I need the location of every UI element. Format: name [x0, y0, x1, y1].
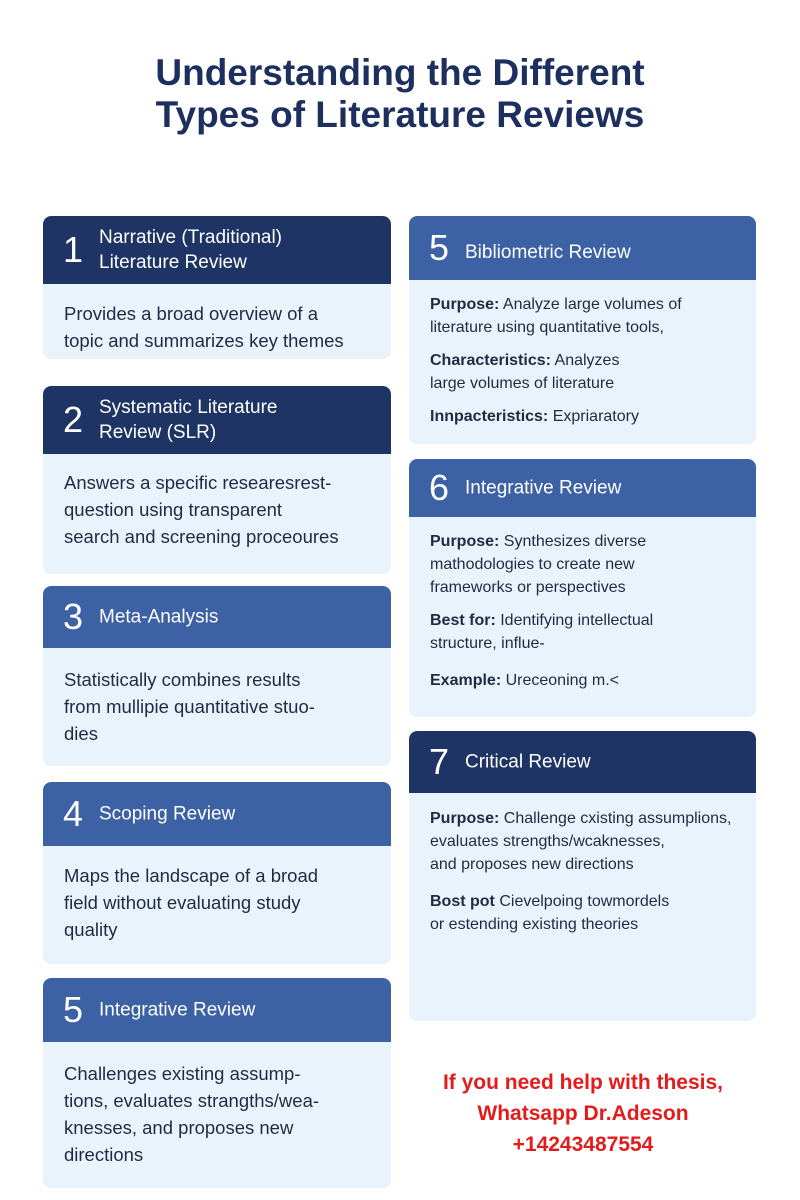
detail-line: [430, 349, 742, 372]
promo-line-2: Whatsapp Dr.Adeson: [477, 1102, 689, 1125]
detail-line: evaluates strengths/wcaknesses,: [430, 833, 665, 850]
card-description: [64, 1060, 377, 1168]
detail-purpose: [430, 293, 742, 339]
description-line: Answers a specific researesrest-: [64, 472, 332, 493]
card-title-line: Literature Review: [99, 252, 247, 273]
card-integrative-review-right: [409, 459, 756, 717]
card-number: 5: [63, 989, 84, 1030]
detail-text: Expriaratory: [552, 408, 639, 425]
detail-purpose: [430, 807, 750, 876]
description-line: directions: [64, 1144, 144, 1165]
card-title-line: Meta-Analysis: [99, 606, 219, 628]
description-line: Maps the landscape of a broad: [64, 865, 319, 886]
detail-text: Analyze large volumes of: [502, 296, 682, 313]
detail-example: [430, 669, 742, 692]
card-title-line: Systematic Literature: [99, 397, 278, 418]
card-description: [64, 469, 377, 550]
card-meta-analysis: [43, 586, 391, 766]
page-title-line-2: Types of Literature Reviews: [155, 94, 645, 135]
description-line: quality: [64, 919, 118, 940]
card-integrative-review-left: [43, 978, 391, 1188]
card-title: [99, 225, 377, 275]
card-description: [64, 300, 377, 354]
card-title: [465, 240, 742, 265]
detail-text: Challenge cxisting assumplions,: [503, 810, 732, 827]
detail-label: Purpose:: [430, 810, 500, 827]
detail-text: Analyzes: [554, 352, 620, 369]
card-title: [99, 605, 377, 630]
card-header: [409, 216, 756, 280]
description-line: topic and summarizes key themes: [64, 330, 344, 351]
detail-line: [430, 890, 750, 913]
detail-label: Purpose:: [430, 533, 500, 550]
detail-best-for: [430, 890, 750, 936]
card-header: [409, 731, 756, 793]
detail-text: Ureceoning m.<: [505, 672, 619, 689]
card-header: [43, 586, 391, 648]
detail-label: Best for:: [430, 612, 496, 629]
detail-characteristics: [430, 349, 742, 395]
card-details: [430, 530, 742, 702]
card-number: 4: [63, 793, 84, 834]
detail-impacteristics: [430, 405, 742, 428]
detail-line: [430, 530, 742, 553]
detail-label: Innpacteristics:: [430, 408, 549, 425]
card-bibliometric-review: [409, 216, 756, 444]
description-line: dies: [64, 723, 98, 744]
detail-line: [430, 807, 750, 830]
card-title-line: Critical Review: [465, 751, 591, 773]
description-line: field without evaluating study: [64, 892, 301, 913]
detail-line: literature using quantitative tools,: [430, 319, 664, 336]
card-title-line: Integrative Review: [465, 477, 622, 499]
detail-purpose: [430, 530, 742, 599]
page-title-line-1: Understanding the Different: [155, 52, 645, 93]
description-line: Provides a broad overview of a: [64, 303, 318, 324]
detail-label: Characteristics:: [430, 352, 551, 369]
detail-line: [430, 405, 742, 428]
description-line: Challenges existing assump-: [64, 1063, 301, 1084]
card-title: [99, 802, 377, 827]
card-number: 7: [429, 741, 450, 782]
detail-line: frameworks or perspectives: [430, 579, 626, 596]
description-line: from mullipie quantitative stuo-: [64, 696, 315, 717]
detail-label: Bost pot: [430, 893, 495, 910]
card-title: [99, 395, 377, 445]
card-systematic-review: [43, 386, 391, 574]
card-number: 5: [429, 227, 450, 268]
thesis-help-promo: [410, 1067, 756, 1160]
card-number: 6: [429, 467, 450, 508]
description-line: question using transparent: [64, 499, 283, 520]
card-title-line: Review (SLR): [99, 422, 217, 443]
card-title: [465, 476, 742, 501]
card-header: [43, 978, 391, 1042]
card-title-line: Scoping Review: [99, 803, 236, 825]
card-critical-review: [409, 731, 756, 1021]
card-title-line: Integrative Review: [99, 999, 256, 1021]
detail-label: Purpose:: [430, 296, 500, 313]
detail-line: structure, influe-: [430, 635, 545, 652]
detail-line: mathodologies to create new: [430, 556, 635, 573]
card-title-line: Narrative (Traditional): [99, 227, 283, 248]
detail-line: large volumes of literature: [430, 375, 615, 392]
detail-text: Synthesizes diverse: [503, 533, 647, 550]
card-header: [43, 782, 391, 846]
detail-text: Cievelpoing towmordels: [499, 893, 670, 910]
description-line: search and screening proceoures: [64, 526, 339, 547]
detail-best-for: [430, 609, 742, 655]
card-header: [43, 216, 391, 284]
promo-phone-number: +14243487554: [512, 1133, 654, 1156]
detail-text: Identifying intellectual: [500, 612, 654, 629]
detail-line: [430, 293, 742, 316]
card-title: [99, 998, 377, 1023]
card-title: [465, 750, 742, 775]
card-header: [409, 459, 756, 517]
detail-line: [430, 609, 742, 632]
card-number: 1: [63, 229, 84, 270]
card-number: 3: [63, 596, 84, 637]
detail-line: and proposes new directions: [430, 856, 634, 873]
description-line: Statistically combines results: [64, 669, 301, 690]
detail-line: or estending existing theories: [430, 916, 639, 933]
card-description: [64, 666, 377, 747]
card-details: [430, 293, 742, 438]
card-details: [430, 807, 750, 946]
detail-label: Example:: [430, 672, 502, 689]
description-line: knesses, and proposes new: [64, 1117, 294, 1138]
description-line: tions, evaluates strangths/wea-: [64, 1090, 320, 1111]
card-description: [64, 862, 377, 943]
promo-line-1: If you need help with thesis,: [442, 1071, 724, 1094]
page-title: [0, 52, 800, 136]
detail-line: [430, 669, 742, 692]
card-scoping-review: [43, 782, 391, 964]
card-title-line: Bibliometric Review: [465, 242, 631, 263]
card-number: 2: [63, 399, 84, 440]
card-header: [43, 386, 391, 454]
card-narrative-review: [43, 216, 391, 359]
